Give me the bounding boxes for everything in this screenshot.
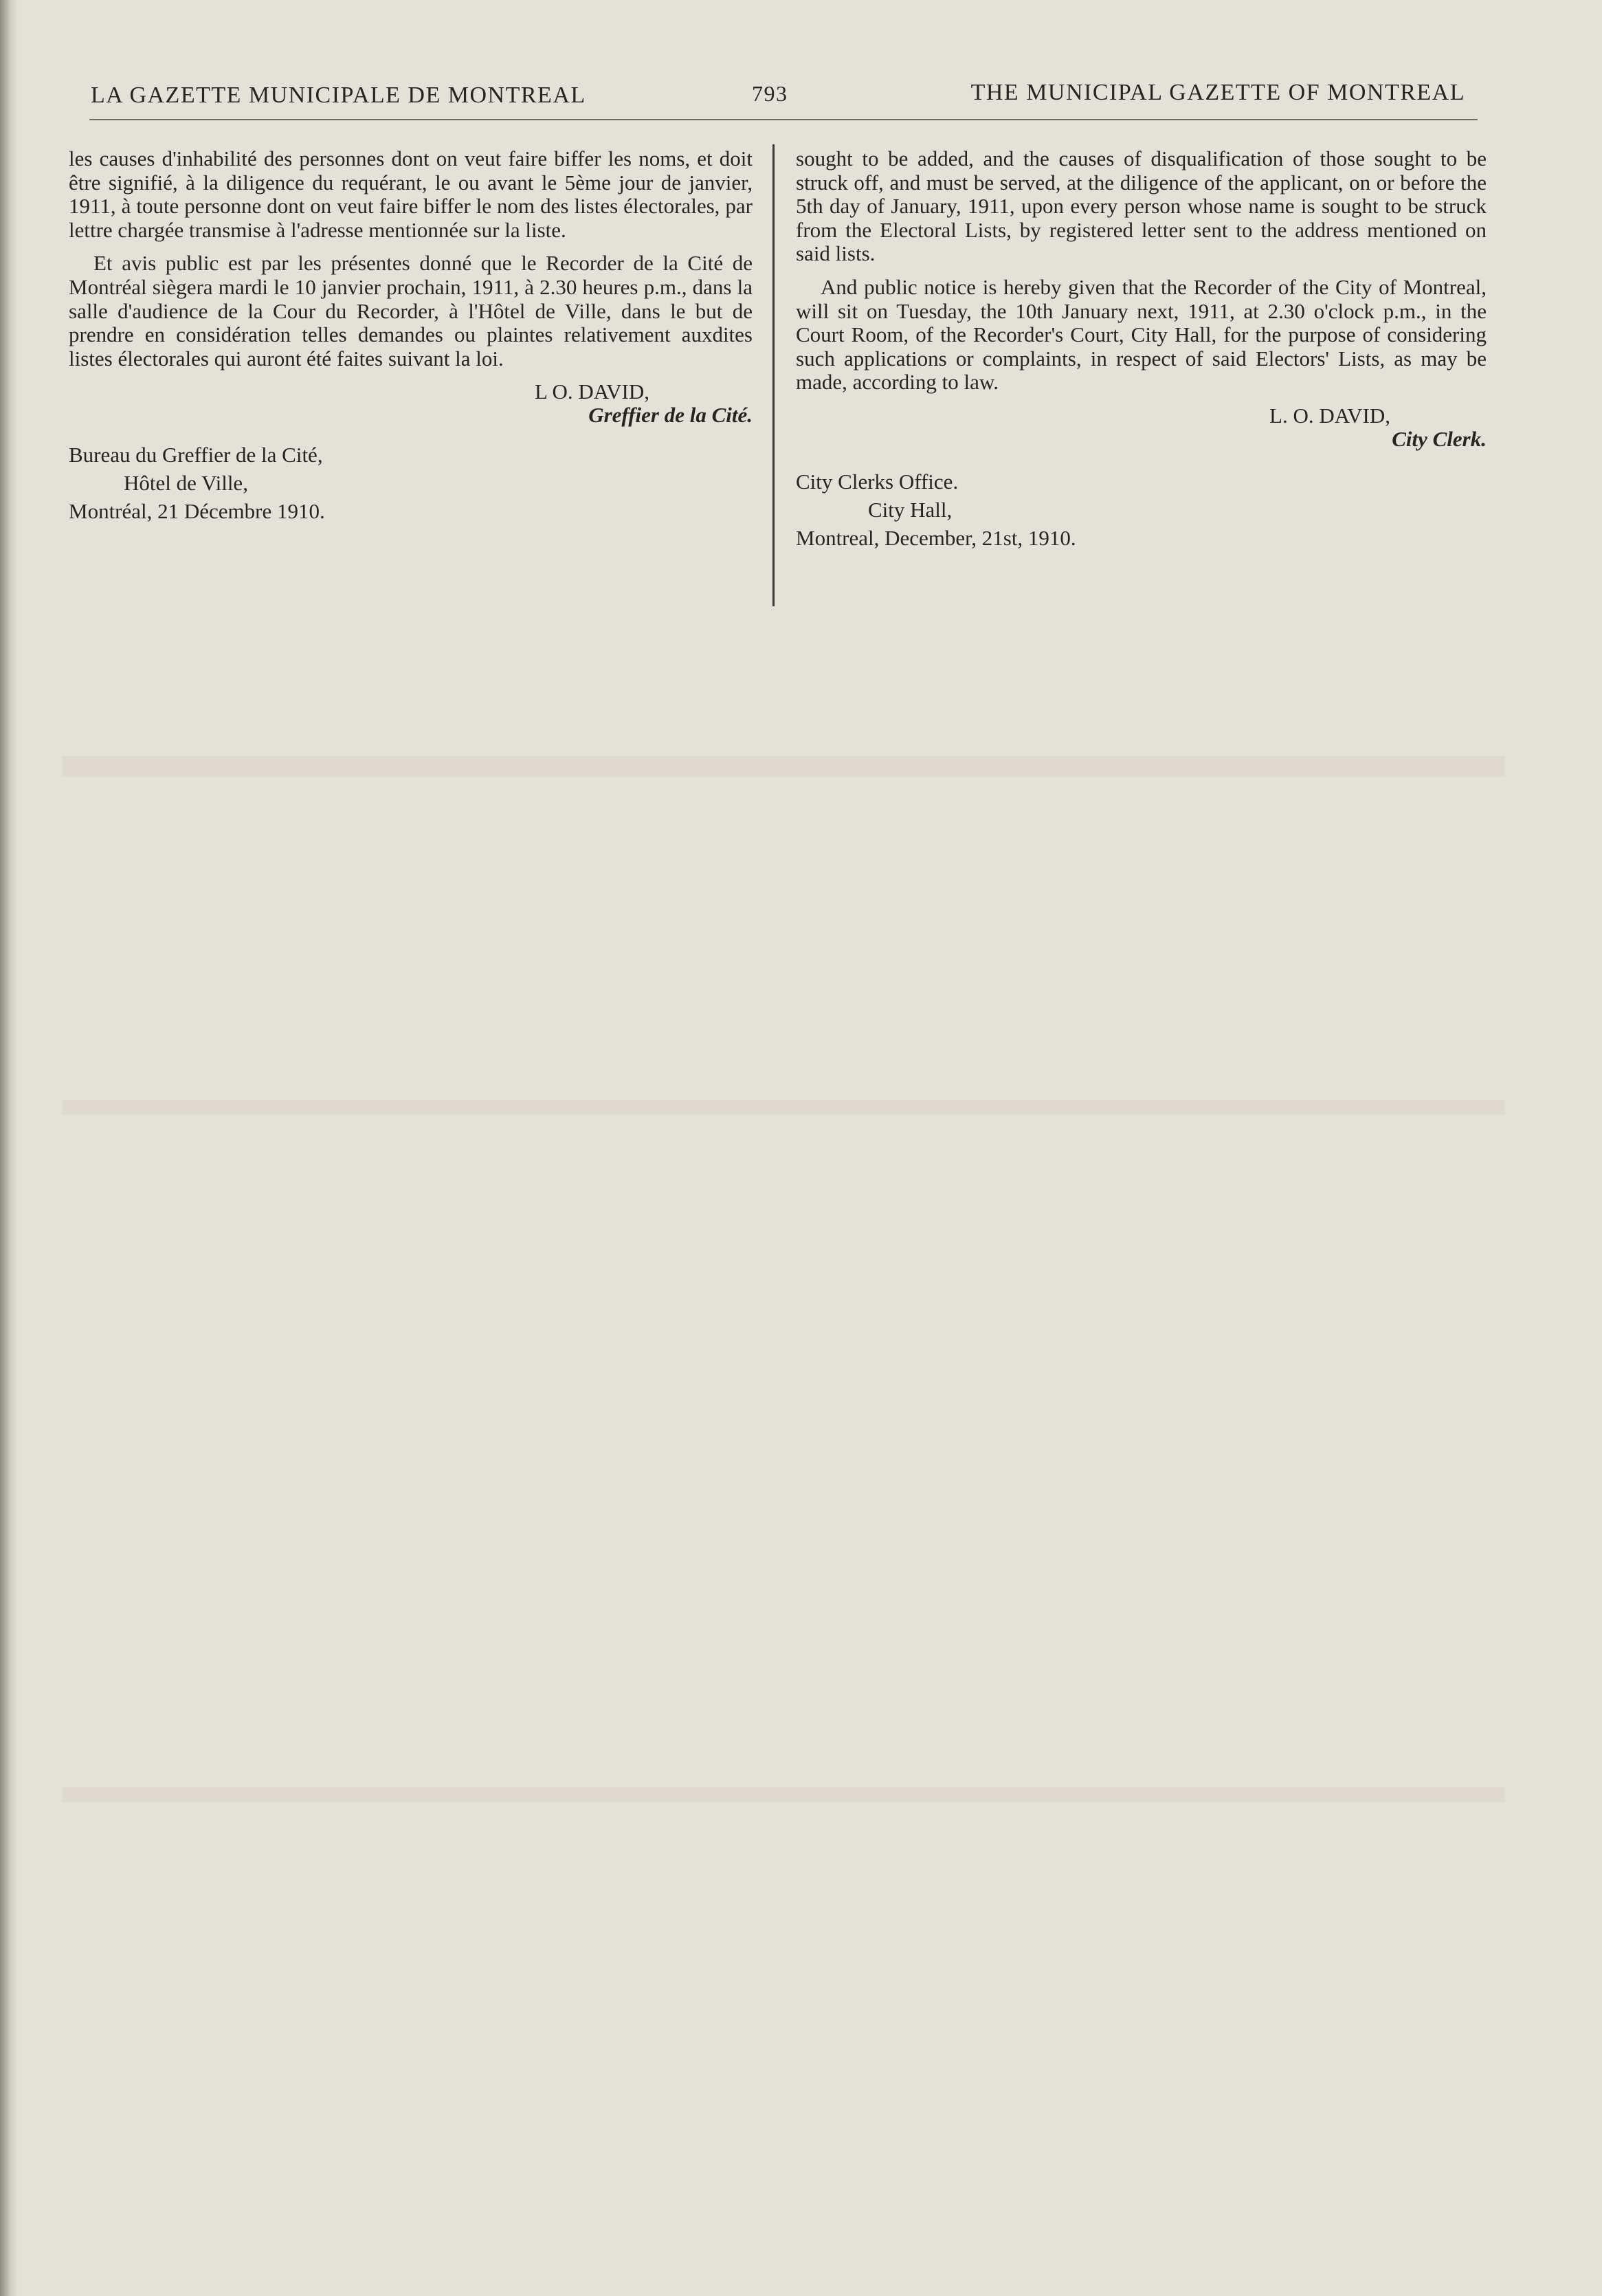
french-paragraph-1: les causes d'inhabilité des personnes dont on veut faire biffer les noms, et doit être signifié, à la diligence du requérant, le ou avant le 5ème jour de janvier, 1911, à toute personne dont on veut faire biffer le nom des listes électorales, par lettre chargée transmise à l'adresse mentionnée sur la liste. [69, 146, 753, 242]
english-paragraph-2: And public notice is hereby given that the Recorder of the City of Montreal, will sit on Tuesday, the 10th January next, 1911, at 2.30 o'clock p.m., in the Court Room, of the Recorder's Court, City Hall, for the purpose of considering such applications or complaints, in respect of said Electors' Lists, as may be made, according to law. [796, 274, 1487, 395]
french-column [69, 147, 753, 525]
french-address-line-2: Hôtel de Ville, [124, 471, 248, 496]
french-signature-title: Greffier de la Cité. [588, 403, 753, 428]
english-signature-title: City Clerk. [1392, 426, 1487, 451]
english-address-line-2: City Hall, [868, 497, 953, 522]
english-signature [796, 404, 1487, 451]
bleed-through-band [62, 756, 1505, 777]
english-signature-name: L. O. DAVID, [1269, 403, 1390, 428]
page-header [91, 77, 1465, 118]
french-signature [69, 380, 753, 427]
french-signature-name: L O. DAVID, [534, 379, 649, 404]
french-address-line-3: Montréal, 21 Décembre 1910. [69, 499, 325, 524]
french-paragraph-2: Et avis public est par les présentes donné que le Recorder de la Cité de Montréal siègera mardi le 10 janvier prochain, 1911, à 2.30 heures p.m., dans la salle d'audience de la Cour du Recorder, à l'Hôtel de Ville, dans le but de prendre en considération telles demandes ou plaintes relativement auxdites listes électorales qui auront été faites suivant la loi. [69, 251, 753, 371]
bleed-through-band [62, 1100, 1505, 1115]
english-paragraph-1: sought to be added, and the causes of disqualification of those sought to be struck off, and must be served, at the diligence of the applicant, on or before the 5th day of January, 1911, upon every person whose name is sought to be struck from the Electoral Lists, by registered letter sent to the address mentioned on said lists. [796, 146, 1487, 266]
header-french-title: LA GAZETTE MUNICIPALE DE MONTREAL [91, 82, 586, 108]
english-address [796, 467, 1487, 552]
english-address-line-3: Montreal, December, 21st, 1910. [796, 525, 1076, 550]
header-english-title: THE MUNICIPAL GAZETTE OF MONTREAL [970, 80, 1465, 105]
column-divider [772, 144, 775, 606]
page-binding-edge [0, 0, 18, 2296]
french-address [69, 441, 753, 525]
french-address-line-1: Bureau du Greffier de la Cité, [69, 443, 323, 467]
english-address-line-1: City Clerks Office. [796, 469, 959, 494]
page-number: 793 [752, 81, 788, 106]
header-rule [89, 119, 1478, 120]
bleed-through-band [62, 1787, 1505, 1802]
english-column [796, 147, 1487, 552]
